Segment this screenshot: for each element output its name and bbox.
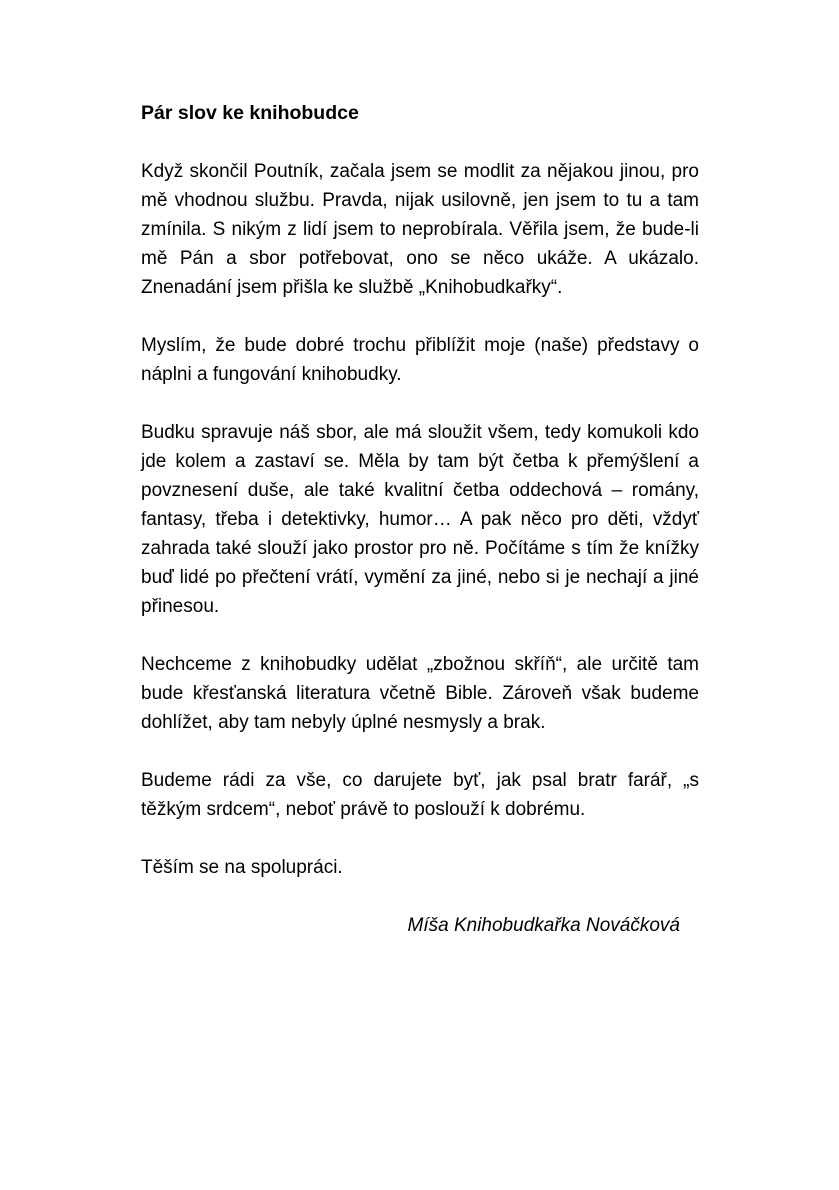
paragraph-content-policy: Nechceme z knihobudky udělat „zbožnou skříň“, ale určitě tam bude křesťanská literatura včetně Bible. Zároveň však budeme dohlížet, aby tam nebyly úplné nesmysly a brak.	[141, 654, 699, 733]
paragraph-vision-intro: Myslím, že bude dobré trochu přiblížit moje (naše) představy o náplni a fungování knihobudky.	[141, 335, 699, 385]
document-title: Pár slov ke knihobudce	[141, 102, 359, 124]
paragraph-donations: Budeme rádi za vše, co darujete byť, jak psal bratr farář, „s těžkým srdcem“, neboť právě to poslouží k dobrému.	[141, 770, 699, 820]
paragraph-closing: Těším se na spolupráci.	[141, 857, 343, 878]
paragraph-intro-service: Když skončil Poutník, začala jsem se modlit za nějakou jinou, pro mě vhodnou službu. Pravda, nijak usilovně, jen jsem to tu a tam zmínila. S nikým z lidí jsem to neprobírala. Věřila jsem, že bude-li mě Pán a sbor potřebovat, ono se něco ukáže. A ukázalo. Znenadání jsem přišla ke službě „Knihobudkařky“.	[141, 161, 699, 298]
document-content	[141, 99, 699, 940]
paragraph-booth-purpose: Budku spravuje náš sbor, ale má sloužit všem, tedy komukoli kdo jde kolem a zastaví se. Měla by tam být četba k přemýšlení a povznesení duše, ale také kvalitní četba oddechová – romány, fantasy, třeba i detektivky, humor… A pak něco pro děti, vždyť zahrada také slouží jako prostor pro ně. Počítáme s tím že knížky buď lidé po přečtení vrátí, vymění za jiné, nebo si je nechají a jiné přinesou.	[141, 422, 699, 617]
signature: Míša Knihobudkařka Nováčková	[407, 915, 680, 936]
